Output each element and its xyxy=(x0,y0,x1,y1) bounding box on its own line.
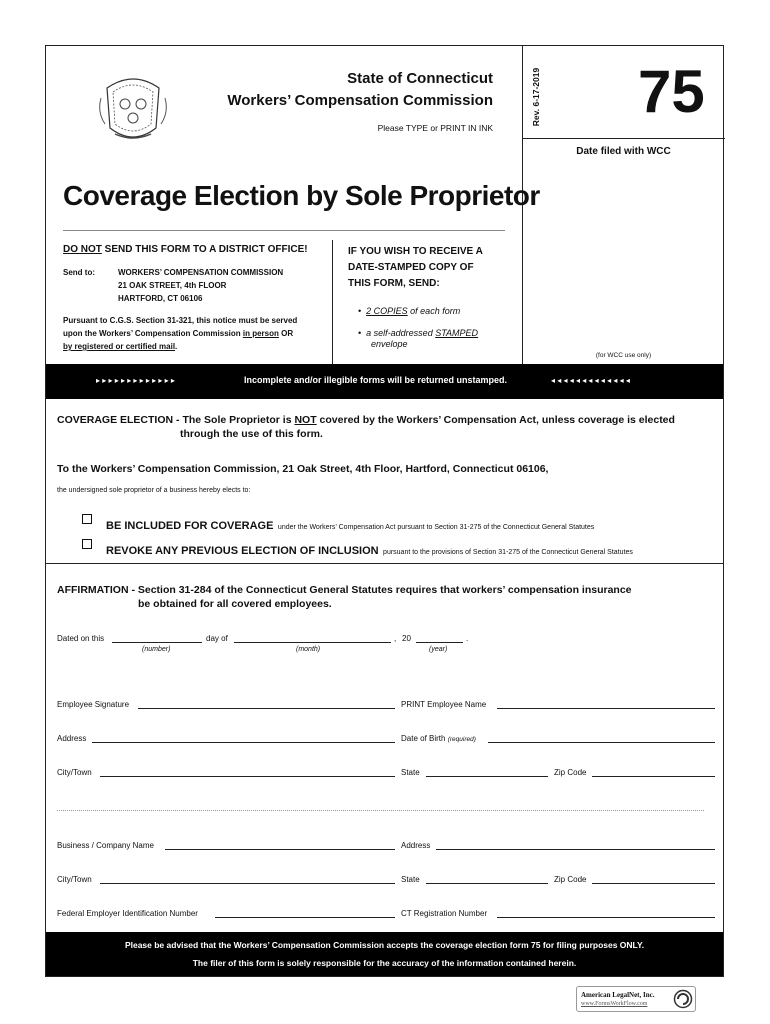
undersigned-text: the undersigned sole proprietor of a business hereby elects to: xyxy=(57,487,251,494)
address-field[interactable] xyxy=(92,742,395,743)
copy-heading-line3: THIS FORM, SEND: xyxy=(348,278,440,289)
ct-registration-label: CT Registration Number xyxy=(401,909,488,918)
do-not-text: DO NOT xyxy=(63,244,102,255)
business-state-field[interactable] xyxy=(426,883,548,884)
self-addressed-text: a self-addressed xyxy=(366,328,436,338)
send-to-label: Send to: xyxy=(63,268,95,277)
state-label: State xyxy=(401,768,420,777)
right-arrows-icon: ◂ ◂ ◂ ◂ ◂ ◂ ◂ ◂ ◂ ◂ ◂ ◂ ◂ xyxy=(551,376,630,385)
copy-heading-line2: DATE-STAMPED COPY OF xyxy=(348,262,474,273)
warning-text: Incomplete and/or illegible forms will be returned unstamped. xyxy=(244,375,508,385)
state-field[interactable] xyxy=(426,776,548,777)
zip-code-label: Zip Code xyxy=(554,768,587,777)
company-site: www.FormsWorkFlow.com xyxy=(581,1001,648,1007)
revoke-election-checkbox[interactable] xyxy=(82,539,92,549)
print-employee-name-field[interactable] xyxy=(497,708,715,709)
business-zip-field[interactable] xyxy=(592,883,715,884)
pursuant-text-b: upon the Workers’ Compensation Commission xyxy=(63,329,243,338)
revision-date: Rev. 6-17-2019 xyxy=(531,67,542,127)
pursuant-period: . xyxy=(175,342,178,351)
mailing-address-line1: WORKERS’ COMPENSATION COMMISSION xyxy=(118,268,284,277)
title-rule xyxy=(63,230,505,231)
coverage-lead: COVERAGE ELECTION - xyxy=(57,414,183,426)
business-city-label: City/Town xyxy=(57,875,92,884)
month-hint: (month) xyxy=(296,646,321,653)
coverage-text-a: The Sole Proprietor is xyxy=(182,414,295,426)
section-divider xyxy=(46,563,723,564)
form-75 xyxy=(45,45,724,977)
footer-line1: Please be advised that the Workers’ Compensation Commission accepts the coverage election form 75 for filing purposes ONLY. xyxy=(124,940,645,950)
copy-item-envelope xyxy=(358,328,478,338)
date-of-birth-label xyxy=(401,734,476,743)
agency-line1: State of Connecticut xyxy=(347,70,493,87)
bullet-icon: • xyxy=(358,328,367,338)
print-employee-name-label: PRINT Employee Name xyxy=(401,700,487,709)
pursuant-line3 xyxy=(63,342,177,351)
number-hint: (number) xyxy=(142,646,171,653)
company-name: American LegalNet, Inc. xyxy=(581,991,655,999)
include-coverage-checkbox[interactable] xyxy=(82,514,92,524)
registered-mail-text: by registered or certified mail xyxy=(63,342,176,351)
instruction-text: Please TYPE or PRINT IN INK xyxy=(377,123,493,133)
include-coverage-option xyxy=(106,516,594,534)
copy-request-divider xyxy=(332,240,333,364)
year-hint: (year) xyxy=(429,646,448,653)
affirmation-line2: be obtained for all covered employees. xyxy=(138,598,332,610)
footer-bar xyxy=(46,932,723,976)
footer-line2: The filer of this form is solely responsible for the accuracy of the information contained herein. xyxy=(192,958,577,968)
affirmation-line1 xyxy=(57,584,632,596)
connecticut-seal-icon xyxy=(93,68,173,148)
form-number: 75 xyxy=(638,58,705,125)
dob-required: (required) xyxy=(447,736,476,743)
business-name-field[interactable] xyxy=(165,849,395,850)
address-label: Address xyxy=(57,734,87,743)
company-logo-icon xyxy=(673,989,693,1009)
dotted-separator xyxy=(57,810,704,811)
branding-badge xyxy=(576,986,696,1012)
agency-line2: Workers’ Compensation Commission xyxy=(227,92,493,109)
business-zip-label: Zip Code xyxy=(554,875,587,884)
affirmation-text-a: Section 31-284 of the Connecticut General Statutes requires that workers’ compensation insurance xyxy=(137,584,632,596)
coverage-election-line1 xyxy=(57,414,675,426)
copy-item-two-copies xyxy=(358,306,460,316)
to-commission-line: To the Workers’ Compensation Commission, 21 Oak Street, 4th Floor, Hartford, Connecticut 06106, xyxy=(57,463,549,475)
business-address-label: Address xyxy=(401,841,431,850)
of-each-form-text: of each form xyxy=(407,306,461,316)
left-arrows-icon: ▸ ▸ ▸ ▸ ▸ ▸ ▸ ▸ ▸ ▸ ▸ ▸ ▸ xyxy=(96,376,175,385)
dated-on-label: Dated on this xyxy=(57,634,105,643)
include-coverage-label: BE INCLUDED FOR COVERAGE xyxy=(106,520,274,532)
do-not-rest-text: SEND THIS FORM TO A DISTRICT OFFICE! xyxy=(101,244,308,255)
bullet-icon: • xyxy=(358,306,367,316)
wcc-use-only-label: (for WCC use only) xyxy=(595,352,652,359)
employee-signature-field[interactable] xyxy=(138,708,395,709)
ct-registration-field[interactable] xyxy=(497,917,715,918)
revoke-election-option xyxy=(106,541,633,559)
affirmation-lead: AFFIRMATION - xyxy=(57,584,138,596)
form-number-divider xyxy=(522,138,725,139)
dob-text: Date of Birth xyxy=(401,734,446,743)
pursuant-or: OR xyxy=(278,329,294,338)
mailing-address-line3: HARTFORD, CT 06106 xyxy=(118,294,203,303)
city-town-label: City/Town xyxy=(57,768,92,777)
mailing-address-line2: 21 OAK STREET, 4th FLOOR xyxy=(118,281,227,290)
business-state-label: State xyxy=(401,875,420,884)
include-coverage-text: under the Workers’ Compensation Act pursuant to Section 31-275 of the Connecticut General Statutes xyxy=(277,524,595,531)
coverage-election-line2: through the use of this form. xyxy=(180,428,323,440)
coverage-text-b: covered by the Workers’ Compensation Act, unless coverage is elected xyxy=(316,414,675,426)
form-title: Coverage Election by Sole Proprietor xyxy=(63,180,540,211)
business-address-field[interactable] xyxy=(436,849,715,850)
stamped-text: STAMPED xyxy=(435,328,479,338)
business-city-field[interactable] xyxy=(100,883,395,884)
date-period: . xyxy=(466,634,469,643)
fein-label: Federal Employer Identification Number xyxy=(57,909,198,918)
fein-field[interactable] xyxy=(215,917,395,918)
date-comma: , xyxy=(394,634,397,643)
day-number-field[interactable] xyxy=(112,642,202,643)
not-text: NOT xyxy=(294,414,317,426)
city-town-field[interactable] xyxy=(100,776,395,777)
year-field[interactable] xyxy=(416,642,463,643)
pursuant-line1: Pursuant to C.G.S. Section 31-321, this notice must be served xyxy=(63,316,298,325)
copy-heading-line1: IF YOU WISH TO RECEIVE A xyxy=(348,246,483,257)
month-field[interactable] xyxy=(234,642,391,643)
zip-code-field[interactable] xyxy=(592,776,715,777)
warning-bar xyxy=(46,364,723,399)
in-person-text: in person xyxy=(242,329,279,338)
do-not-send-warning xyxy=(63,244,308,255)
employee-signature-label: Employee Signature xyxy=(57,700,130,709)
year-prefix: 20 xyxy=(402,634,411,643)
date-filed-label: Date filed with WCC xyxy=(576,146,671,157)
envelope-text: envelope xyxy=(371,339,408,349)
day-of-label: day of xyxy=(206,634,228,643)
two-copies-text: 2 COPIES xyxy=(366,306,408,316)
business-name-label: Business / Company Name xyxy=(57,841,154,850)
revoke-election-label: REVOKE ANY PREVIOUS ELECTION OF INCLUSION xyxy=(106,545,379,557)
pursuant-line2 xyxy=(63,329,293,338)
date-of-birth-field[interactable] xyxy=(488,742,715,743)
revoke-election-text: pursuant to the provisions of Section 31-275 of the Connecticut General Statutes xyxy=(383,549,633,556)
